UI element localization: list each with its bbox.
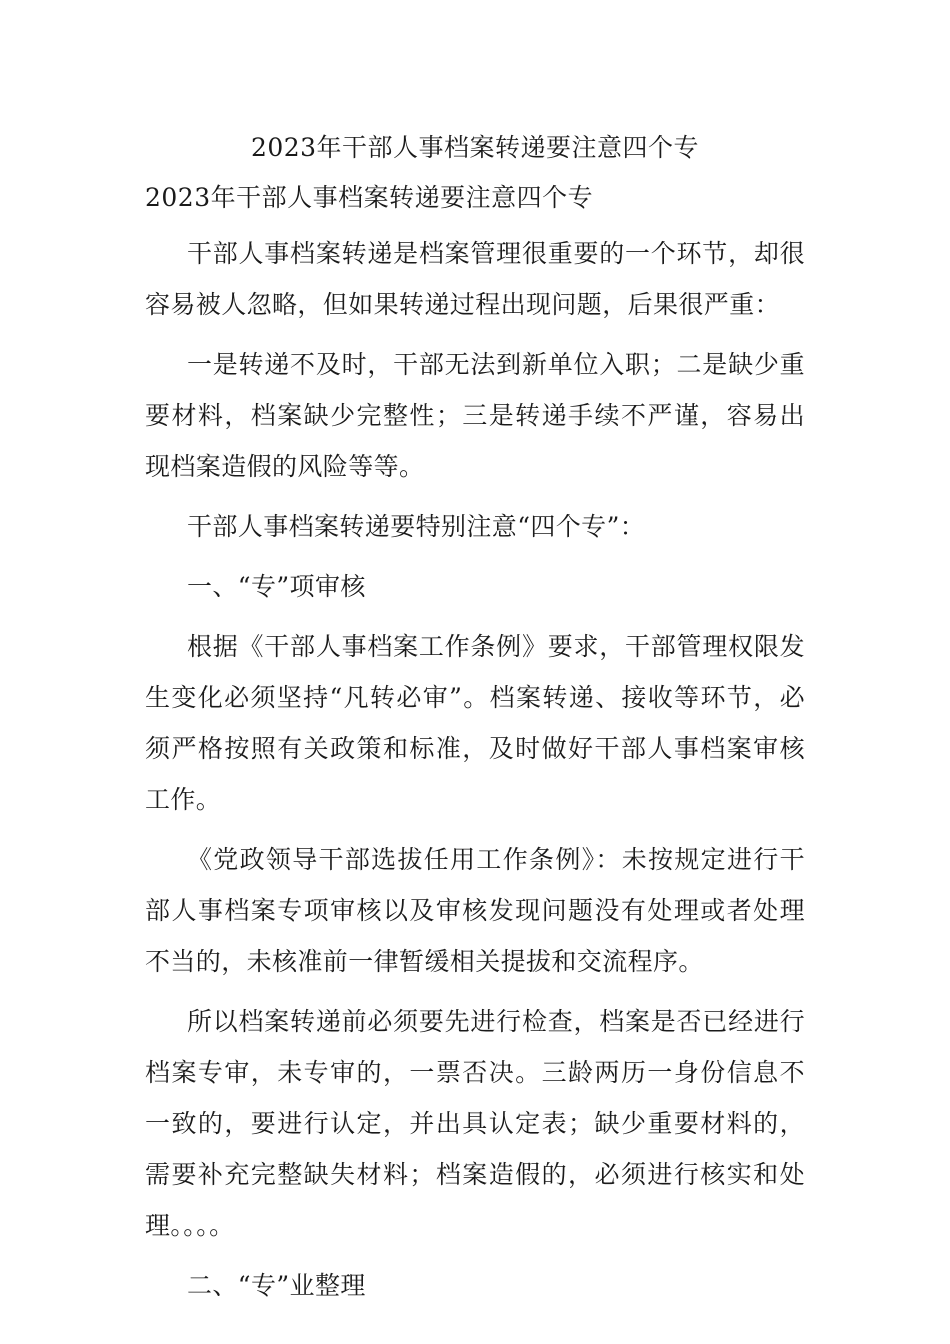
paragraph-check-before-transfer: 所以档案转递前必须要先进行检查，档案是否已经进行档案专审，未专审的，一票否决。三龄两历一身份信息不一致的，要进行认定，并出具认定表；缺少重要材料的，需要补充完整缺失材料；档案造假的，必须进行核实和处理。。。。 (145, 1007, 805, 1240)
paragraph-problems: 一是转递不及时，干部无法到新单位入职；二是缺少重要材料，档案缺少完整性；三是转递手续不严谨，容易出现档案造假的风险等等。 (145, 350, 805, 481)
section-heading-1: 一、“专”项审核 (187, 572, 366, 601)
document-title: 2023年干部人事档案转递要注意四个专 (250, 133, 700, 162)
document-subtitle: 2023年干部人事档案转递要注意四个专 (145, 183, 594, 212)
paragraph-regulation: 根据《干部人事档案工作条例》要求，干部管理权限发生变化必须坚持“凡转必审”。档案转递、接收等环节，必须严格按照有关政策和标准，及时做好干部人事档案审核工作。 (145, 632, 805, 814)
section-heading-2: 二、“专”业整理 (187, 1271, 366, 1300)
paragraph-selection-regulation: 《党政领导干部选拔任用工作条例》：未按规定进行干部人事档案专项审核以及审核发现问题没有处理或者处理不当的，未核准前一律暂缓相关提拔和交流程序。 (145, 845, 805, 976)
paragraph-four-points-lead: 干部人事档案转递要特别注意“四个专”： (187, 512, 646, 541)
paragraph-intro: 干部人事档案转递是档案管理很重要的一个环节，却很容易被人忽略，但如果转递过程出现问题，后果很严重： (145, 239, 805, 319)
document-body (145, 228, 805, 1311)
